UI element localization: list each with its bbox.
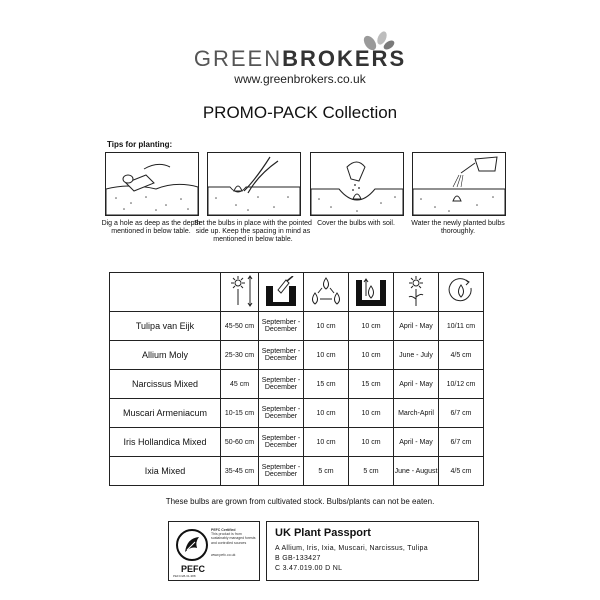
pefc-text <box>211 528 257 557</box>
plant-name: Iris Hollandica Mixed <box>110 428 221 457</box>
planting-time-value: September - December <box>259 312 304 341</box>
bulb-size-value: 10/11 cm <box>439 312 484 341</box>
plant-name: Muscari Armeniacum <box>110 399 221 428</box>
flowering-time-value: March-April <box>394 399 439 428</box>
spacing-value: 10 cm <box>304 428 349 457</box>
passport-line-a: A Allium, Iris, Ixia, Muscari, Narcissus, Tulipa <box>275 545 428 552</box>
website-url: www.greenbrokers.co.uk <box>234 72 366 86</box>
step-set-bulb-illustration <box>207 152 301 216</box>
depth-value: 10 cm <box>349 399 394 428</box>
table-row <box>110 399 484 428</box>
flower-height-value: 10-15 cm <box>221 399 259 428</box>
spacing-value: 10 cm <box>304 399 349 428</box>
flowering-time-value: April - May <box>394 370 439 399</box>
pefc-name: PEFC <box>181 564 206 574</box>
planting-time-value: September - December <box>259 428 304 457</box>
step-set-bulb-text: Set the bulbs in place with the pointed side up. Keep the spacing in mind as mentioned in below table. <box>194 220 312 243</box>
pefc-certification-box <box>168 521 260 581</box>
flowering-time-value: June - July <box>394 341 439 370</box>
planting-time-value: September - December <box>259 399 304 428</box>
flowering-time-value: April - May <box>394 312 439 341</box>
passport-line-c: C 3.47.019.00 D NL <box>275 565 343 572</box>
plant-name: Allium Moly <box>110 341 221 370</box>
bulb-size-value: 4/5 cm <box>439 457 484 486</box>
passport-line-b: B GB-133427 <box>275 555 321 562</box>
bulb-spacing-icon <box>304 273 349 312</box>
step-water-illustration <box>412 152 506 216</box>
pefc-logo-icon <box>175 528 209 562</box>
planting-time-value: September - December <box>259 370 304 399</box>
pefc-certified-label: PEFC Certified <box>211 528 236 532</box>
bulb-size-value: 6/7 cm <box>439 428 484 457</box>
plant-name: Narcissus Mixed <box>110 370 221 399</box>
step-cover-soil-illustration <box>310 152 404 216</box>
brand-name-bold: BROKERS <box>282 46 407 71</box>
depth-value: 5 cm <box>349 457 394 486</box>
table-row <box>110 370 484 399</box>
table-row <box>110 341 484 370</box>
bulb-size-value: 4/5 cm <box>439 341 484 370</box>
table-header-row <box>110 273 484 312</box>
brand-name <box>0 46 600 72</box>
depth-value: 10 cm <box>349 428 394 457</box>
flower-height-icon <box>221 273 259 312</box>
flower-height-value: 35-45 cm <box>221 457 259 486</box>
table-row <box>110 457 484 486</box>
step-cover-soil-text: Cover the bulbs with soil. <box>317 220 395 227</box>
planting-time-value: September - December <box>259 457 304 486</box>
edibility-note: These bulbs are grown from cultivated stock. Bulbs/plants can not be eaten. <box>165 497 435 506</box>
step-dig-hole-text: Dig a hole as deep as the depth mentioned in below table. <box>101 220 201 235</box>
step-dig-hole-illustration <box>105 152 199 216</box>
step-water-text: Water the newly planted bulbs thoroughly. <box>411 220 505 235</box>
spacing-value: 5 cm <box>304 457 349 486</box>
bulbs-quantity-icon <box>439 273 484 312</box>
pefc-website: www.pefc.co.uk <box>211 552 236 557</box>
header-empty-cell <box>110 273 221 312</box>
bulb-size-value: 6/7 cm <box>439 399 484 428</box>
tips-heading: Tips for planting: <box>107 140 173 149</box>
table-row <box>110 312 484 341</box>
collection-title: PROMO-PACK Collection <box>202 103 398 122</box>
pefc-code: PEFC/28-31-388 <box>173 574 196 578</box>
depth-value: 10 cm <box>349 341 394 370</box>
flowering-time-value: June - August <box>394 457 439 486</box>
plant-passport-title: UK Plant Passport <box>275 527 371 539</box>
flower-height-value: 45-50 cm <box>221 312 259 341</box>
plant-name: Ixia Mixed <box>110 457 221 486</box>
depth-value: 10 cm <box>349 312 394 341</box>
plant-name: Tulipa van Eijk <box>110 312 221 341</box>
plant-passport-box <box>266 521 479 581</box>
spacing-value: 10 cm <box>304 312 349 341</box>
flower-icon <box>394 273 439 312</box>
pefc-description: This product is from sustainably managed forests and controlled sources <box>211 532 256 545</box>
planting-depth-icon <box>349 273 394 312</box>
spacing-value: 15 cm <box>304 370 349 399</box>
flower-height-value: 25-30 cm <box>221 341 259 370</box>
spacing-value: 10 cm <box>304 341 349 370</box>
depth-value: 15 cm <box>349 370 394 399</box>
brand-name-light: GREEN <box>193 46 283 71</box>
planting-table <box>109 272 484 486</box>
flower-height-value: 50-60 cm <box>221 428 259 457</box>
table-row <box>110 428 484 457</box>
flower-height-value: 45 cm <box>221 370 259 399</box>
planting-time-value: September - December <box>259 341 304 370</box>
trowel-planting-time-icon <box>259 273 304 312</box>
flowering-time-value: April - May <box>394 428 439 457</box>
bulb-size-value: 10/12 cm <box>439 370 484 399</box>
